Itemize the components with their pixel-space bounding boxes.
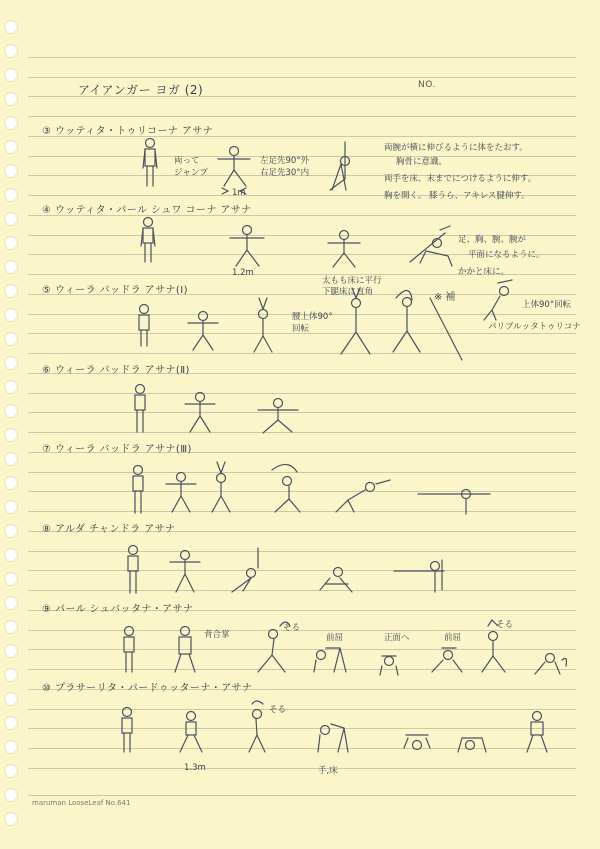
note-upper-rotate: 腰上体90° 回転: [292, 312, 333, 334]
pose-figure-standing: [133, 466, 143, 514]
section-number: ③: [42, 126, 52, 137]
pose-figure-arms-out: [166, 473, 196, 513]
pose-figure-wide-stance: [180, 712, 202, 753]
note-back-namaste: 背合掌: [204, 630, 230, 640]
pose-figure-bend-down: [320, 568, 352, 593]
pose-figure-wide-stance: [218, 147, 250, 187]
pose-figure-standing: [143, 139, 157, 187]
pose-figure-return-standing: [527, 712, 547, 753]
note-arch-2: そる: [496, 620, 514, 630]
note-arch-1: そる: [283, 623, 301, 633]
distance-arrow: [222, 188, 246, 194]
section-number: ⑩: [42, 683, 52, 694]
note-s3-2: 胸骨に意識。: [396, 157, 448, 167]
pose-figure-standing: [124, 627, 134, 673]
pose-figure-arch-back: [482, 620, 505, 672]
pose-figure-arms-out: [328, 231, 360, 268]
guide-line: [430, 298, 462, 360]
pose-figure-triangle: [330, 142, 350, 190]
note-s3-3: 両手を床、末までにつけるように伸す。: [384, 174, 537, 184]
pose-figure-warrior-lunge: [393, 290, 420, 352]
pose-figure-standing: [135, 385, 145, 433]
section-title-text: アルダ チャンドラ アサナ: [54, 524, 176, 535]
note-s3-4: 胸を開く。 膝うら、アキレス腱伸す。: [384, 191, 530, 201]
pose-figure-forward-bend: [535, 654, 567, 675]
section-title-text: プラサーリタ・パードゥッターナ・アサナ: [54, 683, 253, 694]
pose-figure-warrior: [341, 288, 370, 354]
pose-figure-arms-out: [185, 393, 215, 433]
note-s4-1: 足、胸、腕、腕が: [458, 235, 527, 245]
note-parivrtta: パリブルッタトゥリコナ: [488, 322, 581, 332]
note-supplement: ※ 補: [434, 292, 456, 303]
pose-figure-standing: [128, 546, 138, 594]
note-thigh-parallel: 太もも床に平行: [322, 276, 382, 286]
note-feet-angle: 左足先90°外 右足先30°内: [260, 156, 310, 178]
section-number: ⑨: [42, 604, 52, 615]
pose-figure-arms-up: [254, 298, 272, 352]
pose-figure-arms-out: [188, 312, 218, 351]
section-title-text: ウッティタ・パール シュワ コーナ アサナ: [54, 205, 252, 216]
section-number: ④: [42, 205, 52, 216]
note-distance-1m: 1m: [232, 188, 246, 198]
pose-figure-head-down-side: [458, 738, 486, 752]
pose-figure-namaste-back: [175, 627, 195, 673]
pose-figure-head-down: [404, 735, 430, 750]
pose-figure-forward-bend-front: [380, 656, 398, 675]
section-number: ⑥: [42, 365, 52, 376]
pose-figure-warrior-3: [418, 490, 490, 515]
pose-figure-arms-out: [170, 551, 200, 593]
note-forward-bend-1: 前屈: [326, 633, 344, 643]
page-title: アイアンガー ヨガ (2): [78, 83, 204, 97]
pose-figure-arch-back: [258, 622, 290, 672]
note-jump: 両って ジャンプ: [174, 156, 208, 178]
pose-figure-standing: [139, 305, 149, 347]
pose-figure-wide-stance: [230, 226, 264, 267]
footer-brand: maruman LooseLeaf No.641: [32, 799, 131, 807]
note-shin-vertical: 下腿床に直角: [322, 287, 374, 297]
pose-figure-forward-bend: [314, 648, 346, 672]
section-title-text: ウィーラ バッドラ アサナ(Ⅲ): [54, 444, 192, 455]
section-number: ⑧: [42, 524, 52, 535]
note-arch-3: そる: [269, 705, 287, 715]
pose-figure-arms-up: [212, 462, 230, 512]
section-number: ⑦: [42, 444, 52, 455]
pose-figure-half-moon: [394, 560, 444, 592]
note-distance-1-2m: 1.2m: [232, 268, 254, 278]
pose-figure-arch-back: [249, 701, 265, 752]
note-forward-bend-2: 前屈: [444, 633, 462, 643]
section-number: ⑤: [42, 285, 52, 296]
pose-figure-side-angle: [410, 226, 452, 266]
pose-figure-triangle-prep: [232, 548, 258, 592]
section-title-text: ウィーラ バッドラ アサナ(Ⅱ): [54, 365, 190, 376]
note-s4-3: かかと床に。: [458, 267, 510, 277]
pose-figure-warrior-3-lean: [272, 464, 300, 512]
pose-figure-warrior-3-tilt: [336, 480, 390, 512]
section-title-text: ウッティタ・トゥリコーナ アサナ: [54, 126, 214, 137]
pose-figure-revolved: [484, 280, 512, 320]
note-to-front: 正面へ: [384, 633, 410, 643]
pose-figure-standing: [141, 218, 155, 263]
pose-figure-warrior-2: [258, 399, 298, 434]
pose-figure-standing: [122, 708, 132, 753]
pose-figure-forward-bend: [432, 648, 462, 672]
note-s4-2: 平面になるように。: [468, 250, 545, 260]
note-s3-1: 両腕が横に伸びるように体をたおす。: [384, 143, 528, 153]
pose-figure-forward-bend: [318, 724, 348, 752]
note-distance-1-3m: 1.3m: [184, 763, 206, 773]
note-hands-floor: 手,床: [318, 766, 338, 776]
page-number-label: NO.: [418, 80, 436, 90]
note-torso-rotate: 上体90°回転: [522, 300, 572, 310]
section-title-text: パール シュバッタナ・アサナ: [54, 604, 194, 615]
section-title-text: ウィーラ バッドラ アサナ(Ⅰ): [54, 285, 188, 296]
